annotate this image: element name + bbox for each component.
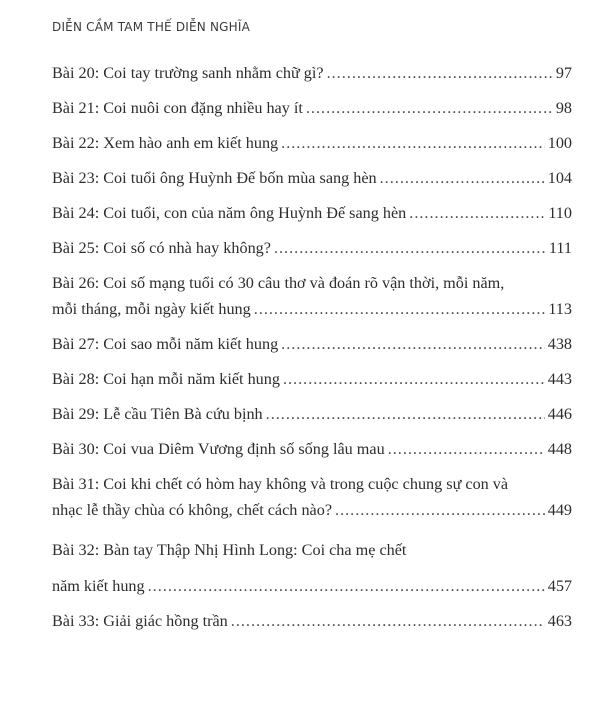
dot-leader	[274, 235, 546, 261]
toc-entry-page: 97	[555, 64, 572, 82]
toc-entry-page: 98	[555, 99, 572, 117]
toc-entry-title-line1: Bài 31: Coi khi chết có hòm hay không và trong cuộc chung sự con và	[52, 475, 509, 493]
toc-entry-20[interactable]	[52, 60, 572, 86]
toc-entry-26[interactable]	[52, 270, 572, 322]
toc-entry-page: 463	[547, 612, 572, 630]
toc-entry-title-line1: Bài 26: Coi số mạng tuổi có 30 câu thơ và đoán rõ vận thời, mỗi năm,	[52, 274, 505, 292]
toc-entry-title: Bài 27: Coi sao mỗi năm kiết hung	[52, 335, 279, 353]
toc-entry-page: 104	[547, 169, 572, 187]
toc-entry-23[interactable]	[52, 165, 572, 191]
toc-entry-title: Bài 28: Coi hạn mỗi năm kiết hung	[52, 370, 280, 388]
toc-entry-30[interactable]	[52, 436, 572, 462]
toc-entry-page: 449	[547, 501, 572, 519]
toc-entry-title: Bài 30: Coi vua Diêm Vương định số sống lâu mau	[52, 440, 385, 458]
dot-leader	[281, 331, 545, 357]
dot-leader	[281, 130, 545, 156]
toc-entry-33[interactable]	[52, 608, 572, 634]
toc-entry-title: Bài 21: Coi nuôi con đặng nhiều hay ít	[52, 99, 303, 117]
toc-entry-22[interactable]	[52, 130, 572, 156]
toc-entry-24[interactable]	[52, 200, 572, 226]
toc-entry-page: 111	[548, 239, 572, 257]
toc-entry-title: Bài 33: Giải giác hồng trần	[52, 612, 228, 630]
toc-entry-page: 438	[547, 335, 572, 353]
toc-entry-21[interactable]	[52, 95, 572, 121]
toc-entry-title: Bài 22: Xem hào anh em kiết hung	[52, 134, 279, 152]
dot-leader	[148, 568, 545, 604]
dot-leader	[306, 95, 553, 121]
table-of-contents	[52, 60, 572, 643]
dot-leader	[409, 200, 545, 226]
toc-entry-title-line1: Bài 32: Bàn tay Thập Nhị Hình Long: Coi cha mẹ chết	[52, 541, 407, 559]
running-header: DIỄN CẦM TAM THẾ DIỄN NGHĨA	[52, 20, 251, 34]
toc-entry-title-line2: mỗi tháng, mỗi ngày kiết hung	[52, 300, 251, 318]
dot-leader	[388, 436, 545, 462]
toc-entry-29[interactable]	[52, 401, 572, 427]
toc-entry-title: Bài 24: Coi tuổi, con của năm ông Huỳnh Đế sang hèn	[52, 204, 407, 222]
toc-entry-page: 113	[548, 300, 572, 318]
toc-entry-page: 457	[547, 577, 572, 595]
dot-leader	[335, 497, 545, 523]
toc-entry-28[interactable]	[52, 366, 572, 392]
toc-entry-title: Bài 23: Coi tuổi ông Huỳnh Đế bốn mùa sang hèn	[52, 169, 377, 187]
toc-entry-27[interactable]	[52, 331, 572, 357]
toc-entry-31[interactable]	[52, 471, 572, 523]
toc-entry-title: Bài 29: Lễ cầu Tiên Bà cứu bịnh	[52, 405, 263, 423]
dot-leader	[283, 366, 545, 392]
dot-leader	[266, 401, 545, 427]
toc-entry-25[interactable]	[52, 235, 572, 261]
dot-leader	[231, 608, 545, 634]
toc-entry-title: Bài 20: Coi tay trường sanh nhằm chữ gì?	[52, 64, 324, 82]
toc-entry-32[interactable]	[52, 532, 572, 604]
dot-leader	[327, 60, 553, 86]
toc-entry-page: 446	[547, 405, 572, 423]
dot-leader	[254, 296, 546, 322]
toc-entry-title: Bài 25: Coi số có nhà hay không?	[52, 239, 271, 257]
toc-entry-page: 448	[547, 440, 572, 458]
toc-entry-title-line2: năm kiết hung	[52, 577, 145, 595]
toc-entry-page: 443	[547, 370, 572, 388]
toc-entry-page: 110	[548, 204, 572, 222]
dot-leader	[380, 165, 545, 191]
toc-entry-title-line2: nhạc lễ thầy chùa có không, chết cách nào?	[52, 501, 333, 519]
toc-entry-page: 100	[547, 134, 572, 152]
